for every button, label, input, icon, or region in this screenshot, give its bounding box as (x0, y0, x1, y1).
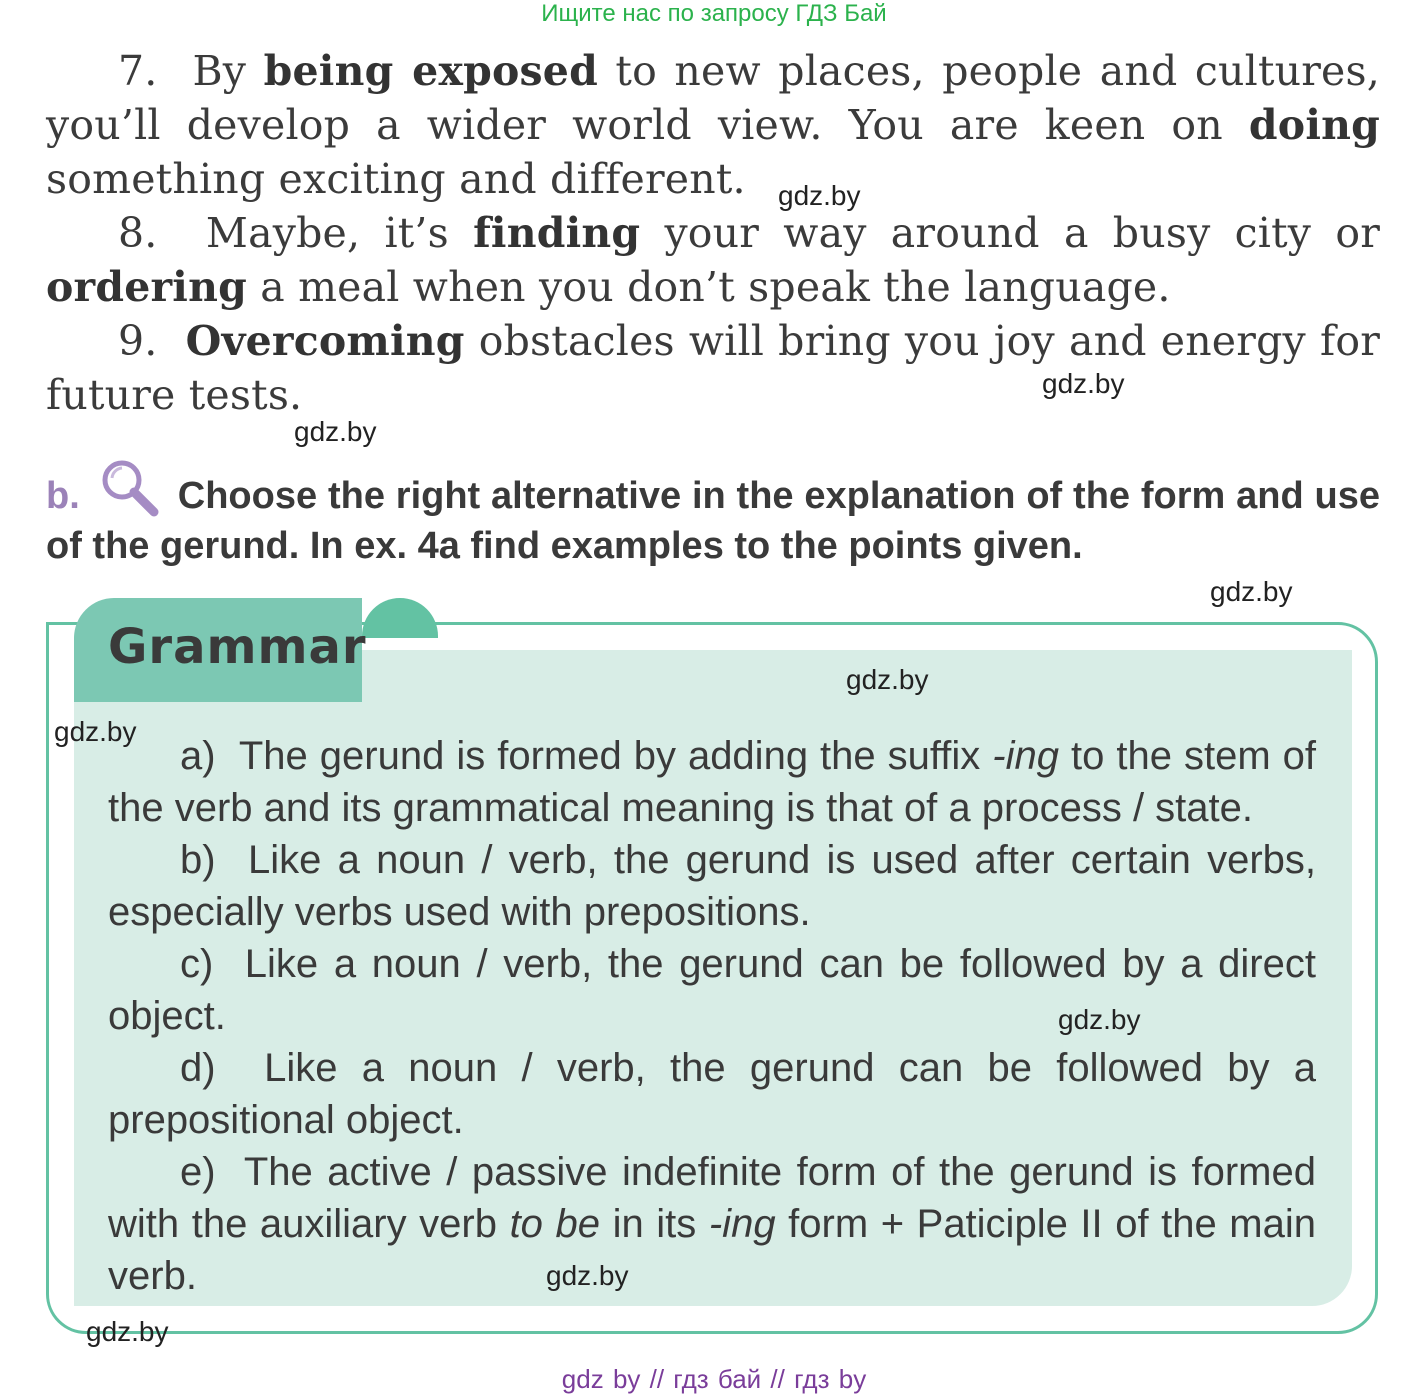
rule-text: Like a noun / verb, the gerund can be followed by a direct object. (108, 942, 1316, 1038)
rule-text: form + Paticiple II of the main verb. (108, 1202, 1317, 1298)
rule-text: Like a noun / verb, the gerund can be followed by a prepositional object. (108, 1046, 1316, 1142)
rule-text: to the stem of the verb and its grammatical meaning is that of a process / state. (108, 734, 1316, 830)
paragraph-8 (46, 206, 1380, 314)
paragraph-text: something exciting and different. (46, 155, 746, 203)
grammar-rule-d (108, 1042, 1316, 1146)
rule-italic: -ing (992, 734, 1059, 778)
grammar-rule-b (108, 834, 1316, 938)
top-banner: Ищите нас по запросу ГДЗ Бай (541, 0, 887, 27)
watermark: gdz.by (54, 716, 137, 747)
exercise-letter: b. (46, 475, 80, 517)
watermark: gdz.by (1058, 1004, 1141, 1035)
rule-text: Like a noun / verb, the gerund is used after certain verbs, especially verbs used with prepositions. (108, 838, 1317, 934)
paragraph-text: Maybe, it’s (205, 209, 474, 257)
rule-text: The active / passive indefinite form of the gerund is formed with the auxiliary verb (108, 1150, 1316, 1246)
rule-label: b) (180, 838, 216, 882)
rule-text: The gerund is formed by adding the suffix (238, 734, 993, 778)
rule-label: e) (180, 1150, 216, 1194)
paragraph-text: your way around a busy city or (640, 209, 1381, 257)
magnifier-icon (98, 458, 160, 520)
rule-label: d) (180, 1046, 216, 1090)
watermark: gdz.by (86, 1316, 169, 1347)
paragraph-text: By (192, 47, 264, 95)
rule-text: in its (600, 1202, 709, 1246)
exercise-instruction (46, 458, 1380, 571)
paragraph-number: 8. (118, 209, 158, 257)
paragraph-number: 9. (118, 317, 158, 365)
paragraph-text: a meal when you don’t speak the language. (246, 263, 1171, 311)
instruction-text: Choose the right alternative in the explanation of the form and use of the gerund. In ex. 4a find examples to the points given. (46, 475, 1380, 567)
footer-watermark: gdz by // гдз бай // гдз by (561, 1364, 867, 1394)
watermark: gdz.by (546, 1260, 629, 1291)
paragraph-9 (46, 314, 1380, 422)
grammar-title: Grammar (108, 619, 367, 675)
paragraph-text: to new places, people and cultures, you’ll develop a wider world view. You are keen on (46, 47, 1380, 149)
paragraph-text: obstacles will bring you joy and energy for future tests. (46, 317, 1380, 419)
watermark: gdz.by (294, 416, 377, 447)
watermark: gdz.by (846, 664, 929, 695)
highlighted-gerund: ordering (46, 263, 247, 311)
rule-label: c) (180, 942, 214, 986)
highlighted-gerund: being exposed (263, 47, 598, 95)
grammar-tab-decoration (362, 598, 438, 638)
highlighted-gerund: Overcoming (185, 317, 465, 365)
paragraph-7 (46, 44, 1380, 206)
highlighted-gerund: doing (1248, 101, 1380, 149)
watermark: gdz.by (1042, 368, 1125, 399)
grammar-rule-a (108, 730, 1316, 834)
grammar-rule-e (108, 1146, 1316, 1302)
rule-italic: -ing (708, 1202, 776, 1246)
paragraph-number: 7. (118, 47, 158, 95)
rule-label: a) (180, 734, 216, 778)
watermark: gdz.by (778, 180, 861, 211)
highlighted-gerund: finding (473, 209, 641, 257)
watermark: gdz.by (1210, 576, 1293, 607)
rule-italic: to be (509, 1202, 600, 1246)
